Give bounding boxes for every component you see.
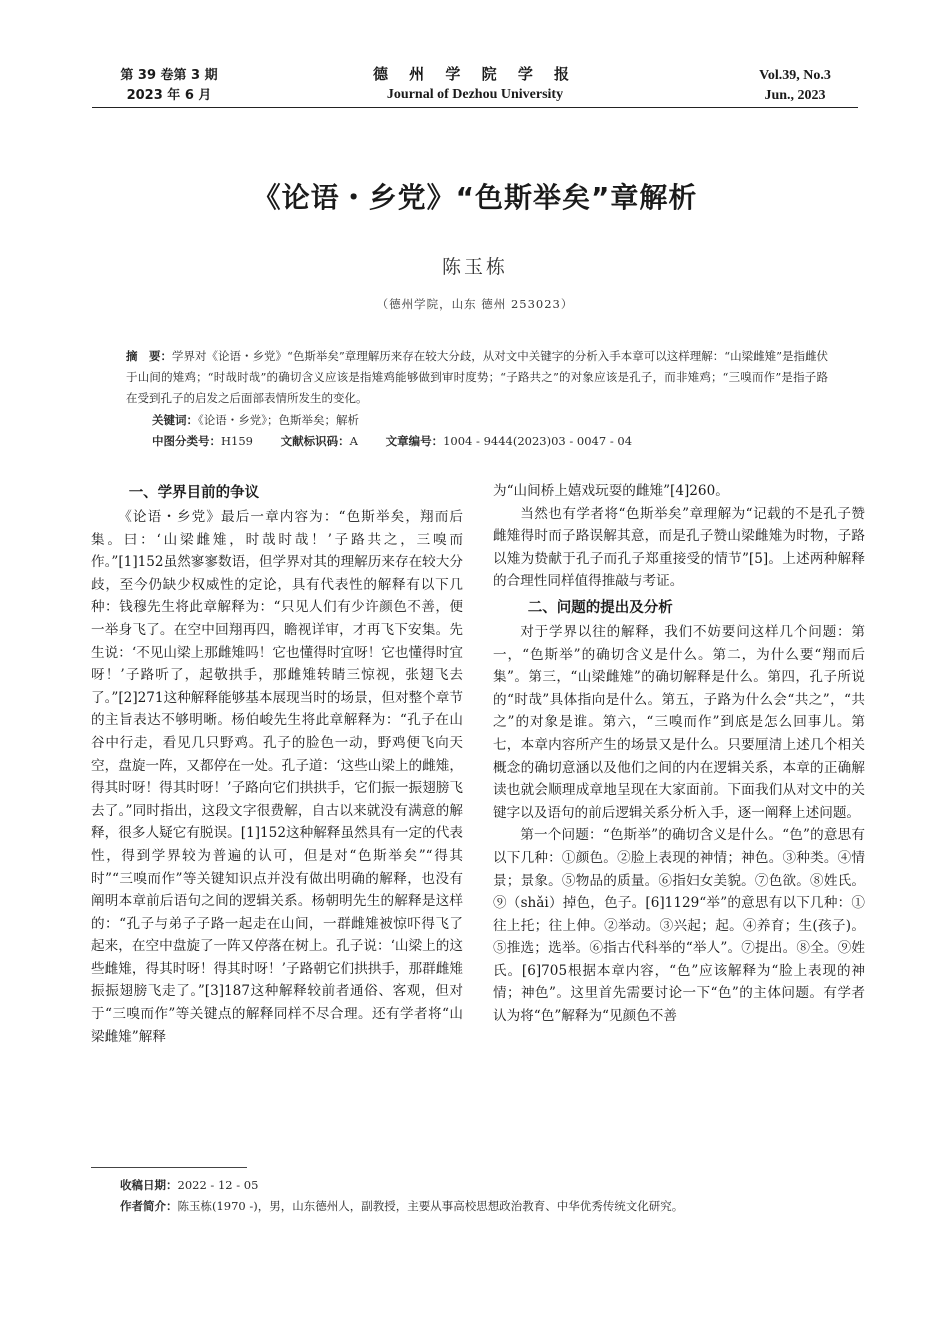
header-divider: [92, 107, 858, 108]
section-heading: 一、学界目前的争议: [128, 485, 260, 501]
body-paragraph: 第一个问题：“色斯举”的确切含义是什么。“色”的意思有以下几种：①颜色。②脸上表现的神情；神色。③种类。④情景；景象。⑤物品的质量。⑥指妇女美貌。⑦色欲。⑧姓氏。⑨（shǎi）掉色，色子。[6]1129“举”的意思有以下几种：①往上托；往上伸。②举动。③兴起；起。④养育；生(孩子)。⑤推选；选举。⑥指古代科举的“举人”。⑦提出。⑧全。⑨姓氏。[6]705根据本章内容，“色”应该解释为“脸上表现的神情；神色”。这里首先需要讨论一下“色”的主体问题。有学者认为将“色”解释为“见颜色不善: [493, 827, 865, 1025]
abstract-text: 学界对《论语・乡党》“色斯举矣”章理解历来存在较大分歧，从对文中关键字的分析入手本章可以这样理解：“山梁雌雉”是指雌伏于山间的雉鸡；“时哉时哉”的确切含义应该是指雉鸡能够做到审时度势；“子路共之”的对象应该是孔子，而非雉鸡；“三嗅而作”是指子路在受到孔子的启发之后面部表情所发生的变化。: [126, 349, 829, 405]
body-paragraph: 《论语・乡党》最后一章内容为：“色斯举矣，翔而后集。曰：‘山梁雌雉，时哉时哉！’子路共之，三嗅而作。”[1]152虽然寥寥数语，但学界对其的理解历来存在较大分歧，至今仍缺少权威性的定论，具有代表性的解释有以下几种：钱穆先生将此章解释为：“只见人们有少许颜色不善，便一举身飞了。在空中回翔再四，瞻视详审，才再飞下安集。先生说：‘不见山梁上那雌雉吗！它也懂得时宜呀！它也懂得时宜呀！’子路听了，起敬拱手，那雌雉转睛三惊视，张翅飞去了。”[2]271这种解释能够基本展现当时的场景，但对整个章节的主旨表达不够明晰。杨伯峻先生将此章解释为：“孔子在山谷中行走，看见几只野鸡。孔子的脸色一动，野鸡便飞向天空，盘旋一阵，又都停在一处。孔子道：‘这些山梁上的雌雉，得其时呀！得其时呀！’子路向它们拱拱手，它们振一振翅膀飞去了。”同时指出，这段文字很费解，自古以来就没有满意的解释，很多人疑它有脱误。[1]152这种解释虽然具有一定的代表性，得到学界较为普遍的认可，但是对“色斯举矣”“得其时”“三嗅而作”等关键知识点并没有做出明确的解释，也没有阐明本章前后语句之间的逻辑关系。杨朝明先生的解释是这样的：“孔子与弟子子路一起走在山间，一群雌雉被惊吓得飞了起来，在空中盘旋了一阵又停落在树上。孔子说：‘山梁上的这些雌雉，得其时呀！得其时呀！’子路朝它们拱拱手，那群雌雉振振翅膀飞走了。”[3]187这种解释较前者通俗、客观，但对于“三嗅而作”等关键点的解释同样不尽合理。还有学者将“山梁雌雉”解释: [91, 509, 463, 1045]
author-bio-line: [120, 1196, 860, 1216]
keywords: 《论语・乡党》；色斯举矣；解析: [198, 413, 359, 427]
received-label: 收稿日期：: [120, 1178, 178, 1192]
author-bio: 陈玉栋(1970 -)，男，山东德州人，副教授，主要从事高校思想政治教育、中华优秀传统文化研究。: [177, 1199, 684, 1213]
received-date-line: [120, 1175, 860, 1195]
body-paragraph: 对于学界以往的解释，我们不妨要问这样几个问题：第一，“色斯举”的确切含义是什么。第二，为什么要“翔而后集”。第三，“山梁雌雉”的确切解释是什么。第四，孔子所说的“时哉”具体指向是什么。第五，子路为什么会“共之”，“共之”的对象是谁。第六，“三嗅而作”到底是怎么回事儿。第七，本章内容所产生的场景又是什么。只要厘清上述几个相关概念的确切意涵以及他们之间的内在逻辑关系，本章的正确解读也就会顺理成章地呈现在大家面前。下面我们从对文中的关键字以及语句的前后逻辑关系分析入手，逐一阐释上述问题。: [493, 623, 865, 821]
footnote-divider: [91, 1167, 247, 1168]
article-title: 《论语・乡党》“色斯举矣”章解析: [252, 181, 698, 214]
classification-line: [152, 431, 632, 452]
header-issue-cn: [104, 66, 234, 106]
doc-code: A: [349, 434, 358, 448]
body-paragraph: 当然也有学者将“色斯举矣”章理解为“记载的不是孔子赞雌雉得时而子路误解其意，而是孔子赞山梁雌雉为时物，子路以雉为贽献于孔子而孔子郑重接受的情节”[5]。上述两种解释的合理性同样值得推敲与考证。: [493, 505, 865, 590]
header-volume-en: Vol.39, No.3: [759, 68, 831, 83]
section-heading: 二、问题的提出及分析: [527, 599, 673, 616]
header-date-en: Jun., 2023: [764, 88, 826, 103]
abstract-label: 摘 要：: [126, 349, 172, 363]
author-affiliation: （德州学院，山东 德州 253023）: [376, 297, 574, 311]
abstract: [126, 346, 828, 409]
body-column-left: [91, 480, 463, 1048]
header-issue-en: [740, 66, 850, 106]
author-bio-label: 作者简介：: [120, 1199, 178, 1213]
received-date: 2022 - 12 - 05: [177, 1178, 259, 1192]
journal-name-cn: 德 州 学 院 学 报: [372, 65, 578, 83]
clc-code: H159: [221, 434, 253, 448]
journal-name-en: Journal of Dezhou University: [386, 87, 564, 102]
body-column-right: [493, 480, 865, 1028]
keywords-line: [152, 410, 359, 431]
header-date-cn: 2023 年 6 月: [126, 88, 212, 103]
article-author: 陈玉栋: [441, 256, 508, 278]
article-no-label: 文章编号：: [385, 434, 444, 448]
body-paragraph: 为“山间桥上嬉戏玩耍的雌雉”[4]260。: [493, 483, 729, 499]
header-volume-cn: 第 39 卷第 3 期: [120, 68, 218, 83]
keywords-label: 关键词：: [152, 413, 198, 427]
doc-code-label: 文献标识码：: [280, 434, 350, 448]
article-no: 1004 - 9444(2023)03 - 0047 - 04: [443, 434, 633, 448]
clc-label: 中图分类号：: [152, 434, 221, 448]
header-journal: [325, 64, 625, 106]
